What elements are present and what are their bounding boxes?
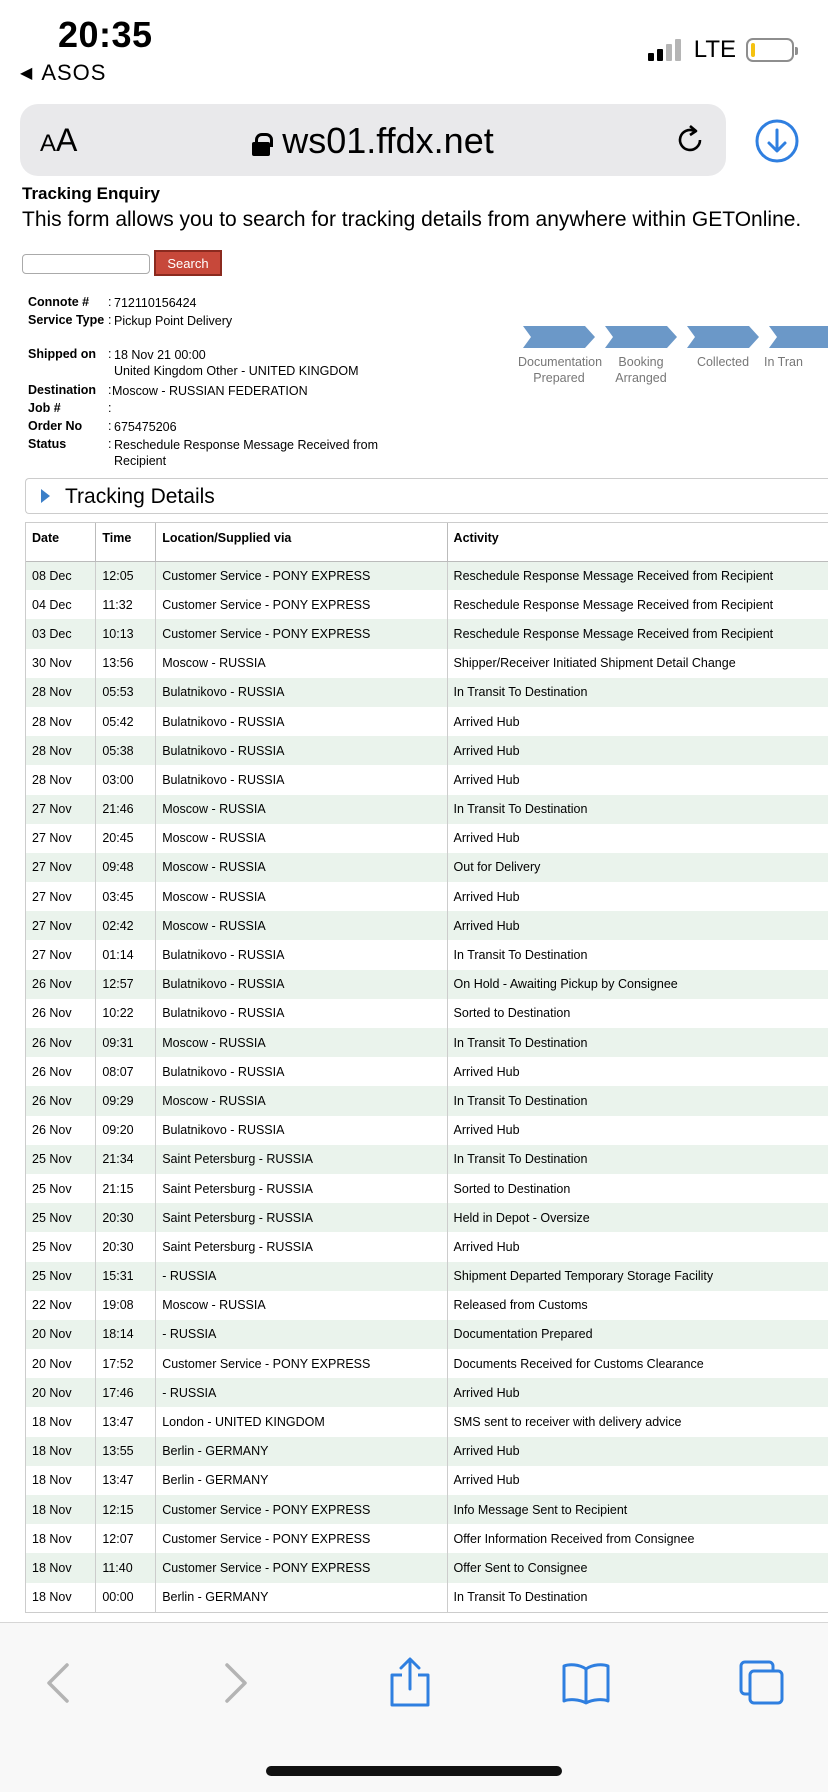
cell-activity: Held in Depot - Oversize (447, 1203, 828, 1232)
cell-activity: Documents Received for Customs Clearance (447, 1349, 828, 1378)
cell-date: 18 Nov (26, 1583, 96, 1612)
step-chevron-icon (523, 326, 595, 348)
cell-location: Bulatnikovo - RUSSIA (156, 999, 447, 1028)
cell-activity: Arrived Hub (447, 1437, 828, 1466)
cell-time: 13:47 (96, 1466, 156, 1495)
cell-activity: Offer Sent to Consignee (447, 1553, 828, 1582)
cell-activity: Arrived Hub (447, 1378, 828, 1407)
cell-time: 08:07 (96, 1057, 156, 1086)
cell-date: 28 Nov (26, 736, 96, 765)
cell-date: 28 Nov (26, 707, 96, 736)
cell-activity: Documentation Prepared (447, 1320, 828, 1349)
cell-date: 26 Nov (26, 999, 96, 1028)
reader-settings-button[interactable]: AA (40, 122, 78, 158)
cell-location: Berlin - GERMANY (156, 1437, 447, 1466)
cell-location: Bulatnikovo - RUSSIA (156, 1057, 447, 1086)
cell-location: Customer Service - PONY EXPRESS (156, 590, 447, 619)
cell-time: 03:45 (96, 882, 156, 911)
cell-time: 00:00 (96, 1583, 156, 1612)
cell-activity: Arrived Hub (447, 707, 828, 736)
cell-location: Bulatnikovo - RUSSIA (156, 970, 447, 999)
search-input[interactable] (22, 254, 150, 274)
signal-icon (648, 39, 684, 61)
cell-location: Customer Service - PONY EXPRESS (156, 619, 447, 648)
cell-activity: Arrived Hub (447, 736, 828, 765)
home-indicator (266, 1766, 562, 1776)
back-icon[interactable] (28, 1653, 88, 1713)
table-row (26, 1028, 828, 1057)
step-collected: Collected (682, 326, 764, 370)
cell-time: 20:30 (96, 1232, 156, 1261)
status-indicators (648, 36, 794, 64)
cell-activity: On Hold - Awaiting Pickup by Consignee (447, 970, 828, 999)
cell-location: Saint Petersburg - RUSSIA (156, 1145, 447, 1174)
cell-date: 25 Nov (26, 1262, 96, 1291)
cell-time: 09:31 (96, 1028, 156, 1057)
address-bar[interactable] (20, 104, 726, 176)
cell-location: Bulatnikovo - RUSSIA (156, 940, 447, 969)
cell-activity: Arrived Hub (447, 1116, 828, 1145)
cell-date: 26 Nov (26, 1086, 96, 1115)
cell-time: 19:08 (96, 1291, 156, 1320)
cell-activity: Offer Information Received from Consignee (447, 1524, 828, 1553)
table-row (26, 999, 828, 1028)
cell-date: 28 Nov (26, 765, 96, 794)
cell-time: 17:52 (96, 1349, 156, 1378)
cell-time: 05:38 (96, 736, 156, 765)
cell-date: 04 Dec (26, 590, 96, 619)
table-row (26, 1553, 828, 1582)
cell-location: Customer Service - PONY EXPRESS (156, 1553, 447, 1582)
form-description: This form allows you to search for tracking details from anywhere within GETOnline. (22, 208, 802, 231)
cell-location: Berlin - GERMANY (156, 1583, 447, 1612)
cell-activity: In Transit To Destination (447, 940, 828, 969)
header-date: Date (26, 523, 96, 561)
cell-time: 21:34 (96, 1145, 156, 1174)
cell-location: - RUSSIA (156, 1320, 447, 1349)
tabs-icon[interactable] (732, 1653, 792, 1713)
url-display[interactable] (20, 120, 726, 162)
table-row (26, 795, 828, 824)
cell-time: 03:00 (96, 765, 156, 794)
forward-icon[interactable] (206, 1653, 266, 1713)
cell-time: 12:15 (96, 1495, 156, 1524)
cell-activity: In Transit To Destination (447, 1086, 828, 1115)
cell-location: Customer Service - PONY EXPRESS (156, 1495, 447, 1524)
form-title: Tracking Enquiry (22, 186, 160, 203)
cell-activity: Arrived Hub (447, 911, 828, 940)
header-time: Time (96, 523, 156, 561)
cell-date: 18 Nov (26, 1407, 96, 1436)
cell-activity: SMS sent to receiver with delivery advice (447, 1407, 828, 1436)
cell-activity: Arrived Hub (447, 824, 828, 853)
cell-time: 05:42 (96, 707, 156, 736)
reload-icon[interactable] (672, 122, 708, 158)
step-documentation-prepared: Documentation Prepared (518, 326, 600, 386)
table-row (26, 1583, 828, 1612)
step-chevron-icon (687, 326, 759, 348)
web-page: Tracking Enquiry This form allows you to search for tracking details from anywhere within GETOnline. Search Connote # : 712110156424 Service Type : Pickup Point Delivery Shipped on : 18 Nov 21 00:00 United Kingdom Other - UNITED KINGDOM Destination : Moscow - RUSSIAN FEDERATION Job # : Order No : 675475206 Status : Reschedule Response Message Received from Recipient Documentation Prepared Booking Arranged Collected In Tran Tracking Details Date Time Location/Supplied via Activity 08 Dec 12:05 Customer Service - PONY EXPRESS Reschedule Response Message Received from Recipient 04 Dec 11:32 Customer Service - PONY EXPRESS Reschedule Response Message Received from Recipient 03 Dec 10:13 Customer Service - PONY EXPRESS Reschedule Response Message Received from Recipient 30 Nov 13:56 Moscow - RUSSIA Shipper/Receiver Initiated Shipment Detail Change 28 Nov 05:53 Bulatnikovo - RUSSIA In Transit To Destination 28 Nov 05:42 Bulatnikovo - RUSSIA Arrived Hub 28 Nov 05:38 Bulatnikovo - RUSSIA Arrived Hub 28 Nov 03:00 Bulatnikovo - RUSSIA Arrived Hub 27 Nov 21:46 Moscow - RUSSIA In Transit To Destination 27 Nov 20:45 Moscow - RUSSIA Arrived Hub 27 Nov 09:48 Moscow - RUSSIA Out for Delivery 27 Nov 03:45 Moscow - RUSSIA Arrived Hub 27 Nov 02:42 Moscow - RUSSIA Arrived Hub 27 Nov 01:14 Bulatnikovo - RUSSIA In Transit To Destination 26 Nov 12:57 Bulatnikovo - RUSSIA On Hold - Awaiting Pickup by Consignee 26 Nov 10:22 Bulatnikovo - RUSSIA Sorted to Destination 26 Nov 09:31 Moscow - RUSSIA In Transit To Destination 26 Nov 08:07 Bulatnikovo - RUSSIA Arrived Hub 26 Nov 09:29 Moscow - RUSSIA In Transit To Destination 26 Nov 09:20 Bulatnikovo - RUSSIA Arrived Hub 25 Nov 21:34 Saint Petersburg - RUSSIA In Transit To Destination 25 Nov 21:15 Saint Petersburg - RUSSIA Sorted to Destination 25 Nov 20:30 Saint Petersburg - RUSSIA Held in Depot - Oversize 25 Nov 20:30 Saint Petersburg - RUSSIA Arrived Hub 25 Nov 15:31 - RUSSIA Shipment Departed Temporary Storage Facility 22 Nov 19:08 Moscow - RUSSIA Released from Customs 20 Nov 18:14 - RUSSIA Documentation Prepared 20 Nov 17:52 Customer Service - PONY EXPRESS Documents Received for Customs Clearance 20 Nov 17:46 - RUSSIA Arrived Hub 18 Nov 13:47 London - UNITED KINGDOM SMS sent to receiver with delivery advice 18 Nov 13:55 Berlin - GERMANY Arrived Hub 18 Nov 13:47 Berlin - GERMANY Arrived Hub 18 Nov 12:15 Customer Service - PONY EXPRESS Info Message Sent to Recipient 18 Nov 12:07 Customer Service - PONY EXPRESS Offer Information Received from Consignee 18 Nov 11:40 Customer Service - PONY EXPRESS Offer Sent to Consignee 18 Nov 00:00 Berlin - GERMANY In Transit To Destination (0, 186, 828, 1622)
table-row (26, 1466, 828, 1495)
table-row (26, 1437, 828, 1466)
cell-date: 22 Nov (26, 1291, 96, 1320)
table-row (26, 561, 828, 590)
cell-activity: Arrived Hub (447, 882, 828, 911)
search-button[interactable]: Search (154, 250, 222, 276)
cell-time: 17:46 (96, 1378, 156, 1407)
cell-location: - RUSSIA (156, 1378, 447, 1407)
step-booking-arranged: Booking Arranged (600, 326, 682, 386)
cell-date: 18 Nov (26, 1437, 96, 1466)
cell-location: Moscow - RUSSIA (156, 795, 447, 824)
back-triangle-icon: ◀ (20, 65, 34, 82)
header-location: Location/Supplied via (156, 523, 447, 561)
cell-time: 13:55 (96, 1437, 156, 1466)
status-time: 20:35 (58, 14, 153, 55)
cell-activity: Sorted to Destination (447, 999, 828, 1028)
cell-activity: Reschedule Response Message Received from Recipient (447, 619, 828, 648)
cell-activity: Arrived Hub (447, 765, 828, 794)
cell-location: Moscow - RUSSIA (156, 1028, 447, 1057)
progress-steps (518, 326, 828, 406)
cell-time: 10:13 (96, 619, 156, 648)
cell-activity: Sorted to Destination (447, 1174, 828, 1203)
table-row (26, 882, 828, 911)
cell-time: 09:48 (96, 853, 156, 882)
url-text: ws01.ffdx.net (282, 120, 494, 161)
cell-location: Customer Service - PONY EXPRESS (156, 1349, 447, 1378)
battery-icon (746, 38, 794, 62)
cell-location: Bulatnikovo - RUSSIA (156, 1116, 447, 1145)
cell-date: 26 Nov (26, 1057, 96, 1086)
bookmarks-icon[interactable] (556, 1653, 616, 1713)
cell-time: 21:15 (96, 1174, 156, 1203)
table-row (26, 590, 828, 619)
cell-time: 20:30 (96, 1203, 156, 1232)
table-row (26, 1524, 828, 1553)
share-icon[interactable] (380, 1653, 440, 1713)
cell-date: 18 Nov (26, 1495, 96, 1524)
tracking-details-header[interactable] (25, 478, 828, 514)
cell-location: Moscow - RUSSIA (156, 649, 447, 678)
cell-date: 27 Nov (26, 940, 96, 969)
cell-time: 11:40 (96, 1553, 156, 1582)
network-label: LTE (693, 36, 736, 63)
cell-date: 20 Nov (26, 1378, 96, 1407)
cell-activity: Released from Customs (447, 1291, 828, 1320)
cell-activity: In Transit To Destination (447, 795, 828, 824)
table-row (26, 1349, 828, 1378)
tracking-table (25, 522, 828, 1613)
table-row (26, 1407, 828, 1436)
cell-date: 27 Nov (26, 853, 96, 882)
cell-date: 25 Nov (26, 1203, 96, 1232)
cell-time: 18:14 (96, 1320, 156, 1349)
cell-location: Moscow - RUSSIA (156, 853, 447, 882)
table-row (26, 1174, 828, 1203)
cell-date: 26 Nov (26, 1028, 96, 1057)
cell-time: 15:31 (96, 1262, 156, 1291)
cell-time: 01:14 (96, 940, 156, 969)
cell-activity: In Transit To Destination (447, 1145, 828, 1174)
step-chevron-icon (769, 326, 828, 348)
table-row (26, 619, 828, 648)
cell-location: Berlin - GERMANY (156, 1466, 447, 1495)
table-row (26, 1378, 828, 1407)
tracking-details-title: Tracking Details (65, 485, 215, 508)
cell-time: 13:56 (96, 649, 156, 678)
cell-location: Bulatnikovo - RUSSIA (156, 678, 447, 707)
cell-time: 02:42 (96, 911, 156, 940)
expand-arrow-icon (41, 489, 50, 503)
cell-location: - RUSSIA (156, 1262, 447, 1291)
back-app-label: ASOS (41, 60, 107, 85)
table-row (26, 1116, 828, 1145)
cell-date: 08 Dec (26, 561, 96, 590)
cell-date: 25 Nov (26, 1232, 96, 1261)
table-header-row (26, 523, 828, 561)
table-row (26, 1320, 828, 1349)
table-row (26, 940, 828, 969)
header-activity: Activity (447, 523, 828, 561)
cell-date: 30 Nov (26, 649, 96, 678)
table-row (26, 1086, 828, 1115)
cell-location: Customer Service - PONY EXPRESS (156, 561, 447, 590)
cell-activity: Reschedule Response Message Received from Recipient (447, 590, 828, 619)
table-row (26, 1232, 828, 1261)
table-row (26, 853, 828, 882)
cell-time: 10:22 (96, 999, 156, 1028)
cell-location: Moscow - RUSSIA (156, 1291, 447, 1320)
table-row (26, 1203, 828, 1232)
cell-date: 18 Nov (26, 1524, 96, 1553)
cell-activity: In Transit To Destination (447, 1583, 828, 1612)
cell-date: 25 Nov (26, 1174, 96, 1203)
cell-date: 27 Nov (26, 882, 96, 911)
cell-date: 26 Nov (26, 970, 96, 999)
cell-time: 09:20 (96, 1116, 156, 1145)
cell-location: Saint Petersburg - RUSSIA (156, 1174, 447, 1203)
cell-date: 28 Nov (26, 678, 96, 707)
cell-time: 12:57 (96, 970, 156, 999)
table-row (26, 707, 828, 736)
cell-time: 21:46 (96, 795, 156, 824)
cell-activity: Arrived Hub (447, 1232, 828, 1261)
cell-location: Moscow - RUSSIA (156, 911, 447, 940)
cell-activity: Arrived Hub (447, 1466, 828, 1495)
cell-time: 11:32 (96, 590, 156, 619)
cell-date: 03 Dec (26, 619, 96, 648)
table-row (26, 970, 828, 999)
cell-date: 26 Nov (26, 1116, 96, 1145)
table-row (26, 736, 828, 765)
cell-activity: Arrived Hub (447, 1057, 828, 1086)
step-chevron-icon (605, 326, 677, 348)
cell-location: Moscow - RUSSIA (156, 824, 447, 853)
cell-time: 12:07 (96, 1524, 156, 1553)
cell-date: 20 Nov (26, 1320, 96, 1349)
cell-time: 09:29 (96, 1086, 156, 1115)
cell-location: Bulatnikovo - RUSSIA (156, 736, 447, 765)
cell-activity: Shipper/Receiver Initiated Shipment Detail Change (447, 649, 828, 678)
cell-date: 18 Nov (26, 1553, 96, 1582)
cell-activity: In Transit To Destination (447, 678, 828, 707)
table-row (26, 1057, 828, 1086)
cell-date: 27 Nov (26, 824, 96, 853)
table-row (26, 1495, 828, 1524)
cell-date: 20 Nov (26, 1349, 96, 1378)
cell-location: London - UNITED KINGDOM (156, 1407, 447, 1436)
cell-location: Moscow - RUSSIA (156, 882, 447, 911)
back-to-app-link[interactable] (20, 60, 106, 86)
status-bar (0, 0, 828, 100)
cell-location: Bulatnikovo - RUSSIA (156, 765, 447, 794)
cell-location: Bulatnikovo - RUSSIA (156, 707, 447, 736)
cell-activity: Out for Delivery (447, 853, 828, 882)
cell-date: 27 Nov (26, 795, 96, 824)
cell-activity: Info Message Sent to Recipient (447, 1495, 828, 1524)
table-row (26, 678, 828, 707)
cell-date: 27 Nov (26, 911, 96, 940)
table-row (26, 1145, 828, 1174)
cell-location: Saint Petersburg - RUSSIA (156, 1232, 447, 1261)
cell-time: 20:45 (96, 824, 156, 853)
lock-icon (252, 133, 270, 155)
cell-date: 25 Nov (26, 1145, 96, 1174)
table-row (26, 649, 828, 678)
table-row (26, 1291, 828, 1320)
table-row (26, 765, 828, 794)
cell-time: 05:53 (96, 678, 156, 707)
cell-activity: Shipment Departed Temporary Storage Facility (447, 1262, 828, 1291)
cell-location: Saint Petersburg - RUSSIA (156, 1203, 447, 1232)
cell-time: 12:05 (96, 561, 156, 590)
tracking-rows (26, 561, 828, 1612)
cell-activity: In Transit To Destination (447, 1028, 828, 1057)
table-row (26, 911, 828, 940)
table-row (26, 1262, 828, 1291)
cell-time: 13:47 (96, 1407, 156, 1436)
download-icon[interactable] (754, 118, 800, 164)
table-row (26, 824, 828, 853)
cell-location: Moscow - RUSSIA (156, 1086, 447, 1115)
step-in-transit: In Tran (764, 326, 828, 370)
cell-location: Customer Service - PONY EXPRESS (156, 1524, 447, 1553)
cell-activity: Reschedule Response Message Received from Recipient (447, 561, 828, 590)
cell-date: 18 Nov (26, 1466, 96, 1495)
